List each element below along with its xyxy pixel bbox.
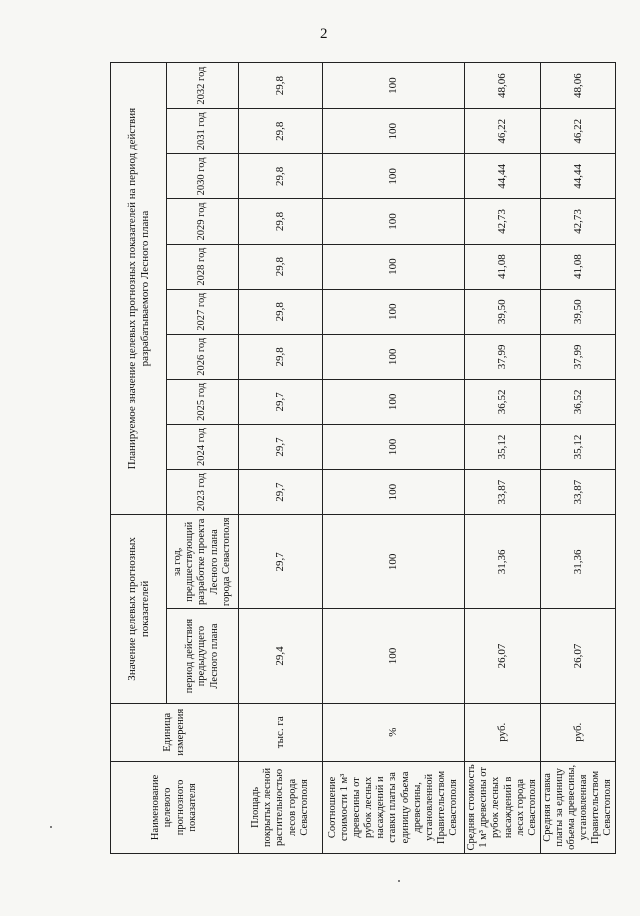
header-prev-year: за год, предшествующий разработке проекта Лесного плана города Севастополя	[167, 515, 239, 609]
year-value: 46,22	[541, 109, 616, 154]
indicator-name: Соотношение стоимости 1 м³ древесины от рубок лесных насаждений и ставки платы за единицу объема древесины, установленной Правительством Севастополя	[323, 761, 465, 853]
header-year: 2027 год	[167, 289, 239, 334]
header-prev-period: период действия предыдущего Лесного плана	[167, 609, 239, 703]
year-value: 48,06	[541, 63, 616, 109]
forecast-indicators-table	[110, 62, 616, 854]
header-year: 2029 год	[167, 199, 239, 244]
rotated-table-container	[110, 62, 614, 854]
prev-period-value: 26,07	[465, 609, 541, 703]
year-value: 29,7	[239, 424, 323, 469]
indicator-unit: руб.	[541, 703, 616, 761]
year-value: 100	[323, 154, 465, 199]
scan-speck	[398, 880, 400, 882]
year-value: 29,8	[239, 154, 323, 199]
year-value: 39,50	[541, 289, 616, 334]
prev-year-value: 31,36	[465, 515, 541, 609]
indicator-name: Площадь покрытых лесной растительностью лесов города Севастополя	[239, 761, 323, 853]
indicator-unit: %	[323, 703, 465, 761]
year-value: 100	[323, 334, 465, 379]
year-value: 36,52	[465, 379, 541, 424]
year-value: 35,12	[465, 424, 541, 469]
table-row	[541, 63, 616, 854]
year-value: 29,8	[239, 199, 323, 244]
year-value: 100	[323, 63, 465, 109]
prev-year-value: 29,7	[239, 515, 323, 609]
year-value: 100	[323, 244, 465, 289]
header-year: 2031 год	[167, 109, 239, 154]
year-value: 46,22	[465, 109, 541, 154]
year-value: 100	[323, 109, 465, 154]
year-value: 29,8	[239, 289, 323, 334]
page-number: 2	[320, 26, 328, 42]
year-value: 29,7	[239, 470, 323, 515]
table-row	[465, 63, 541, 854]
year-value: 41,08	[541, 244, 616, 289]
header-year: 2030 год	[167, 154, 239, 199]
indicator-name: Средняя стоимость 1 м³ древесины от рубок лесных насаждений в лесах города Севастополя	[465, 761, 541, 853]
year-value: 100	[323, 470, 465, 515]
scan-speck	[50, 826, 52, 828]
header-year: 2025 год	[167, 379, 239, 424]
indicator-unit: руб.	[465, 703, 541, 761]
year-value: 100	[323, 289, 465, 334]
year-value: 33,87	[465, 470, 541, 515]
year-value: 44,44	[465, 154, 541, 199]
year-value: 29,8	[239, 109, 323, 154]
year-value: 44,44	[541, 154, 616, 199]
header-name: Наименование целевого прогнозного показателя	[111, 761, 239, 853]
year-value: 29,7	[239, 379, 323, 424]
prev-period-value: 29,4	[239, 609, 323, 703]
year-value: 100	[323, 379, 465, 424]
header-unit: Единица измерения	[111, 703, 239, 761]
year-value: 48,06	[465, 63, 541, 109]
header-year: 2032 год	[167, 63, 239, 109]
year-value: 42,73	[465, 199, 541, 244]
year-value: 100	[323, 424, 465, 469]
header-year: 2023 год	[167, 470, 239, 515]
table-row	[323, 63, 465, 854]
year-value: 33,87	[541, 470, 616, 515]
year-value: 42,73	[541, 199, 616, 244]
year-value: 100	[323, 199, 465, 244]
year-value: 36,52	[541, 379, 616, 424]
year-value: 37,99	[541, 334, 616, 379]
year-value: 29,8	[239, 244, 323, 289]
year-value: 29,8	[239, 334, 323, 379]
header-year: 2028 год	[167, 244, 239, 289]
indicator-name: Средняя ставка платы за единицу объема древесины, установленная Правительством Севастополя	[541, 761, 616, 853]
prev-period-value: 26,07	[541, 609, 616, 703]
header-row-1	[111, 63, 167, 854]
header-year: 2024 год	[167, 424, 239, 469]
header-group-values: Значение целевых прогнозных показателей	[111, 515, 167, 703]
header-year: 2026 год	[167, 334, 239, 379]
prev-year-value: 100	[323, 515, 465, 609]
year-value: 41,08	[465, 244, 541, 289]
year-value: 37,99	[465, 334, 541, 379]
indicator-unit: тыс. га	[239, 703, 323, 761]
year-value: 29,8	[239, 63, 323, 109]
year-value: 39,50	[465, 289, 541, 334]
table-row	[239, 63, 323, 854]
header-group-planned: Планируемое значение целевых прогнозных показателей на период действия разрабатываемого Лесного плана	[111, 63, 167, 515]
prev-year-value: 31,36	[541, 515, 616, 609]
prev-period-value: 100	[323, 609, 465, 703]
year-value: 35,12	[541, 424, 616, 469]
